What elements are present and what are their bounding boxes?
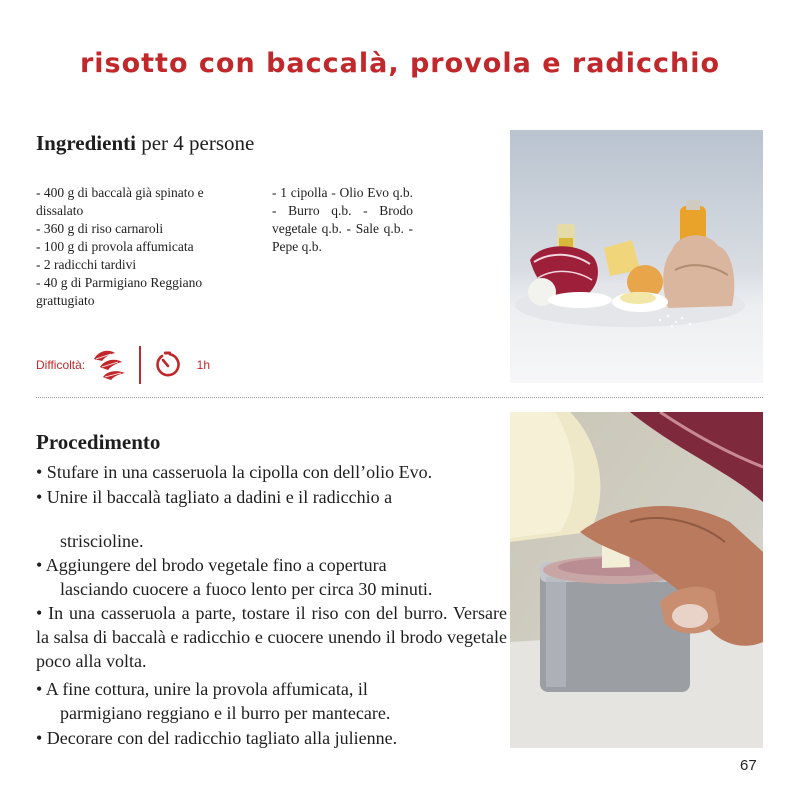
step-5: • A fine cottura, unire la provola affumicata, il [36,679,368,699]
meta-divider [139,346,141,384]
page-number: 67 [740,757,757,774]
difficulty-label: Difficoltà: [36,358,86,372]
preparation-photo [510,412,763,748]
ingredients-list-1 [36,184,248,310]
step-6: • Decorare con del radicchio tagliato alla julienne. [36,728,398,748]
ingredients-photo [510,130,763,383]
step-3-continued: lasciando cuocere a fuoco lento per circa 30 minuti. [60,579,433,599]
ingredient-item: - 100 g di provola affumicata [36,239,194,254]
ingredient-item: - 40 g di Parmigiano Reggiano grattugiato [36,275,203,308]
ingredients-heading-bold: Ingredienti [36,131,136,155]
step-5-continued: parmigiano reggiano e il burro per mantecare. [60,703,391,723]
step-3: • Aggiungere del brodo vegetale fino a copertura [36,555,387,575]
section-divider [36,397,763,398]
prep-time: 1h [196,358,210,372]
ingredients-heading-servings: per 4 persone [135,131,255,155]
recipe-title: risotto con baccalà, provola e radicchio [79,48,721,79]
step-2: • Unire il baccalà tagliato a dadini e il radicchio a [36,487,393,507]
step-1: • Stufare in una casseruola la cipolla con dell’olio Evo. [36,462,433,482]
step-4: • In una casseruola a parte, tostare il riso con del burro. Versare la salsa di baccalà e radicchio e cuocere unendo il brodo vegetale poco alla volta. [36,603,507,671]
ingredient-item: - 2 radicchi tardivi [36,257,137,272]
step-2-continued: striscioline. [60,531,144,551]
ingredient-item: - 360 g di riso carnaroli [36,221,164,236]
ingredient-item: - 400 g di baccalà già spinato e dissalato [36,185,204,218]
timer-icon [153,350,183,380]
recipe-meta [36,346,210,384]
ingredients-list-2: - 1 cipolla - Olio Evo q.b. - Burro q.b. - Brodo vegetale q.b. - Sale q.b. -Pepe q.b. [272,185,413,254]
procedure-heading: Procedimento [36,430,161,454]
radicchio-icon [91,346,129,384]
ingredients-heading [36,131,254,156]
